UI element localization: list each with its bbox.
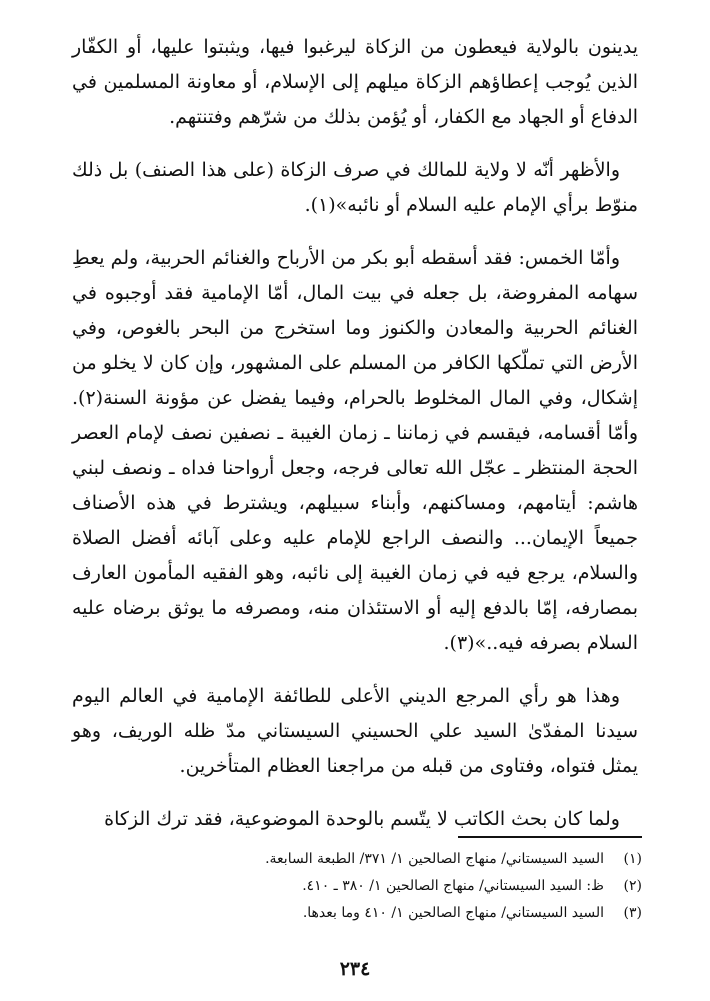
footnote-number: (٣) <box>623 905 642 921</box>
paragraph-2: والأظهر أنّه لا ولاية للمالك في صرف الزكاة (على هذا الصنف) بل ذلك منوّط برأي الإمام عليه السلام أو نائبه»(١). <box>72 159 638 216</box>
footnote-text: ظ: السيد السيستاني/ منهاج الصالحين ١/ ٣٨٠ ـ ٤١٠. <box>302 878 604 894</box>
footnote-text: السيد السيستاني/ منهاج الصالحين ١/ ٣٧١/ الطبعة السابعة. <box>265 851 604 867</box>
footnote-number: (٢) <box>623 878 642 894</box>
footnote-3 <box>72 900 642 927</box>
paragraph-5: ولما كان بحث الكاتب لا يتّسم بالوحدة الموضوعية، فقد ترك الزكاة <box>104 808 620 830</box>
footnote-text: السيد السيستاني/ منهاج الصالحين ١/ ٤١٠ وما بعدها. <box>302 905 604 921</box>
paragraph-1: يدينون بالولاية فيعطون من الزكاة ليرغبوا فيها، ويثبتوا عليها، أو الكفّار الذين يُوجب إعطاؤهم الزكاة ميلهم إلى الإسلام، أو معاونة المسلمين في الدفاع أو الجهاد مع الكفار، أو يُؤمن بذلك من شرّهم وفتنتهم. <box>72 36 638 128</box>
paragraph-3: وأمّا الخمس: فقد أسقطه أبو بكر من الأرباح والغنائم الحربية، ولم يعطِ سهامه المفروضة، بل جعله في بيت المال، أمّا الإمامية فقد أوجبوه في الغنائم الحربية والمعادن والكنوز وما استخرج من البحر بالغوص، وفي الأرض التي تملّكها الكافر من المسلم على المشهور، وإن كان لا يخلو من إشكال، وفي المال المخلوط بالحرام، وفيما يفضل عن مؤونة السنة(٢). وأمّا أقسامه، فيقسم في زماننا ـ زمان الغيبة ـ نصفين نصف لإمام العصر الحجة المنتظر ـ عجّل الله تعالى فرجه، وجعل أرواحنا فداه ـ ونصف لبني هاشم: أيتامهم، ومساكنهم، وأبناء سبيلهم، ويشترط في هذه الأصناف جميعاً الإيمان... والنصف الراجع للإمام عليه وعلى آبائه أفضل الصلاة والسلام، يرجع فيه في زمان الغيبة إلى نائبه، وهو الفقيه المأمون العارف بمصارفه، إمّا بالدفع إليه أو الاستئذان منه، ومصرفه ما يوثق برضاه عليه السلام بصرفه فيه..»(٣). <box>72 247 638 654</box>
paragraph-4: وهذا هو رأي المرجع الديني الأعلى للطائفة الإمامية في العالم اليوم سيدنا المفدّىٰ السيد علي الحسيني السيستاني مدّ ظله الوريف، وهو يمثل فتواه، وفتاوى من قبله من مراجعنا العظام المتأخرين. <box>72 685 638 777</box>
footnotes <box>72 846 642 927</box>
footnote-divider <box>458 836 642 838</box>
main-text <box>72 30 638 837</box>
footnote-number: (١) <box>623 851 642 867</box>
footnote-1 <box>72 846 642 873</box>
page-number: ٢٣٤ <box>339 958 371 980</box>
footnote-2 <box>72 873 642 900</box>
